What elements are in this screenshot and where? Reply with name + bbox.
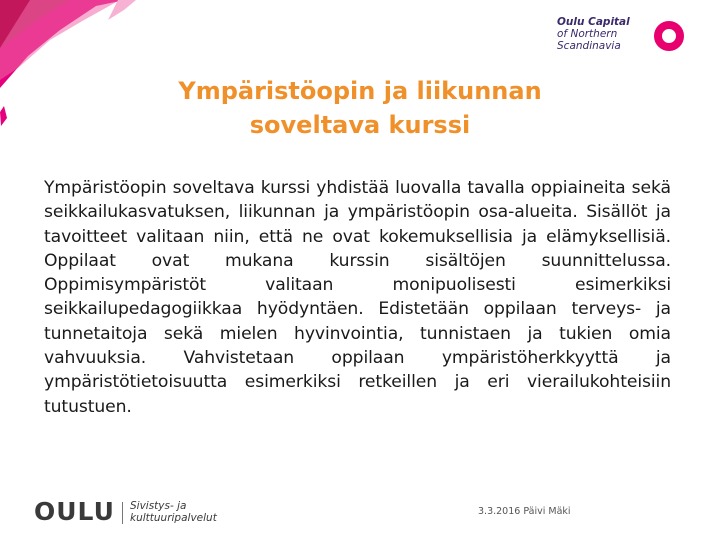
brand-line-3: Scandinavia <box>557 40 621 52</box>
footer-oulu-wordmark: OULU <box>34 497 115 526</box>
title-line-1: Ympäristöopin ja liikunnan <box>178 77 542 105</box>
ring-logo-icon <box>653 20 685 52</box>
footer-unit-name <box>130 500 260 524</box>
brand-line-2: of Northern <box>557 28 618 40</box>
footer-unit-line-2: kulttuuripalvelut <box>130 512 217 524</box>
footer-logo <box>34 496 264 528</box>
brand-line-1: Oulu Capital <box>557 16 630 28</box>
body-paragraph: Ympäristöopin soveltava kurssi yhdistää luovalla tavalla oppiaineita sekä seikkailukasvatuksen, liikunnan ja ympäristöopin osa-alueita. Sisällöt ja tavoitteet valitaan niin, että ne ovat kokemuksellisia ja elämyksellisiä. Oppilaat ovat mukana kurssin sisältöjen suunnittelussa. Oppimisympäristöt valitaan monipuolisesti esimerkiksi seikkailupedagogiikkaa hyödyntäen. Edistetään oppilaan terveys- ja tunnetaitoja sekä mielen hyvinvointia, tunnistaen ja tukien omia vahvuuksia. Vahvistetaan oppilaan ympäristöherkkyyttä ja ympäristötietoisuutta esimerkiksi retkeillen ja eri vierailukohteisiin tutustuen. <box>44 178 671 417</box>
title-line-2: soveltava kurssi <box>249 111 471 139</box>
brand-text <box>557 16 649 52</box>
footer-date-author: 3.3.2016 Päivi Mäki <box>478 506 571 517</box>
brand-logo <box>557 16 692 60</box>
footer-divider <box>122 502 123 524</box>
footer-unit-line-1: Sivistys- ja <box>130 500 187 512</box>
slide-title <box>110 74 610 142</box>
